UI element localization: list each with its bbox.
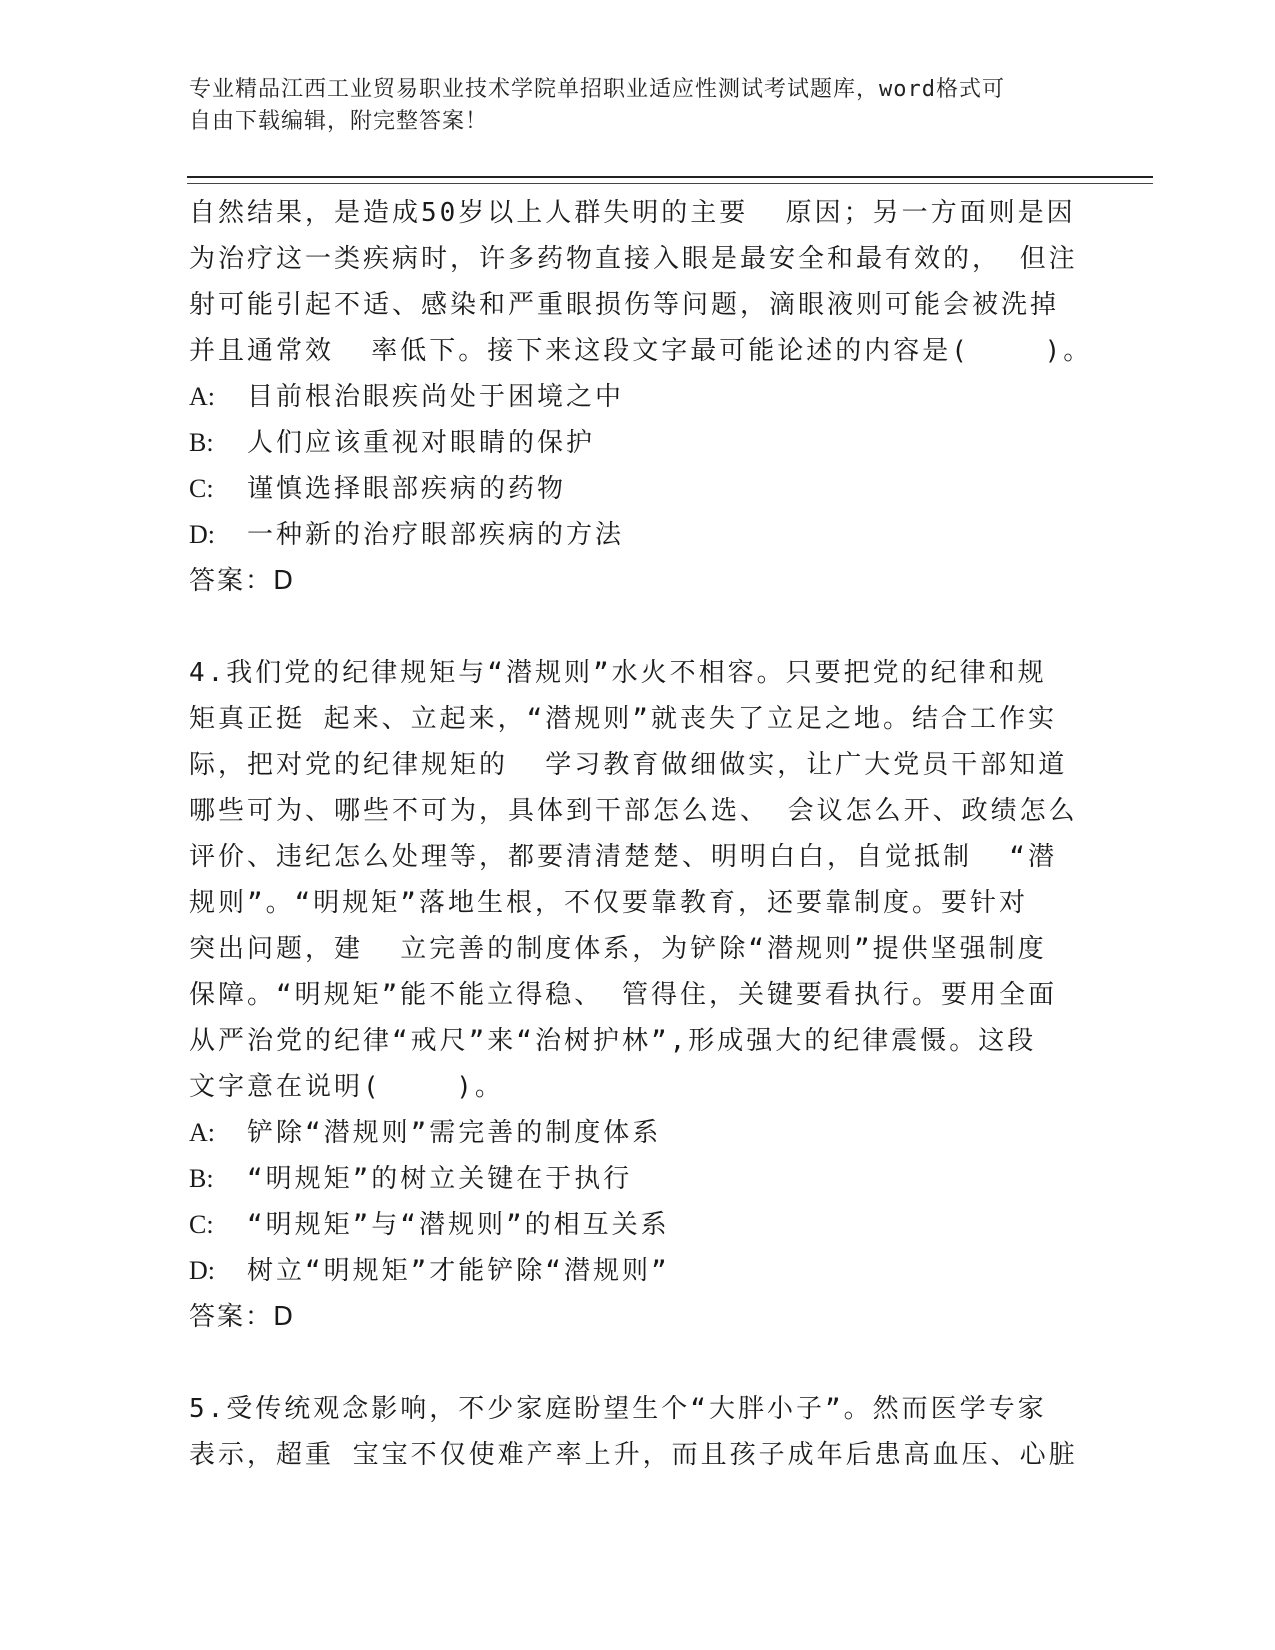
option-text: 人们应该重视对眼睛的保护 [247, 428, 596, 458]
question-stem-line: 规则”。“明规矩”落地生根，不仅要靠教育，还要靠制度。要针对 [189, 888, 1028, 918]
option-c [189, 466, 1129, 512]
question-spacer [189, 1340, 1129, 1386]
header-title-line-2: 自由下载编辑，附完整答案！ [189, 109, 489, 134]
question-stem-line: 突出问题，建 立完善的制度体系，为铲除“潜规则”提供坚强制度 [189, 934, 1047, 964]
option-a [189, 1110, 1129, 1156]
option-c [189, 1202, 1129, 1248]
question-4 [189, 650, 1129, 1340]
answer-line: 答案：D [189, 1302, 296, 1332]
question-stem-line: 评价、违纪怎么处理等，都要清清楚楚、明明白白，自觉抵制 “潜 [189, 842, 1057, 872]
option-text: 一种新的治疗眼部疾病的方法 [247, 520, 625, 550]
option-text: 铲除“潜规则”需完善的制度体系 [247, 1118, 662, 1148]
header-divider-thick [187, 176, 1153, 178]
option-letter: A: [189, 1118, 215, 1147]
option-d [189, 1248, 1129, 1294]
option-letter: C: [189, 474, 214, 503]
option-a [189, 374, 1129, 420]
question-stem-line: 自然结果，是造成50岁以上人群失明的主要 原因；另一方面则是因 [189, 198, 1076, 228]
page-header [189, 74, 1089, 138]
option-b [189, 1156, 1129, 1202]
question-stem-line: 表示，超重 宝宝不仅使难产率上升，而且孩子成年后患高血压、心脏 [189, 1440, 1078, 1470]
question-stem-line: 4.我们党的纪律规矩与“潜规则”水火不相容。只要把党的纪律和规 [189, 658, 1047, 688]
document-body [189, 190, 1129, 1478]
option-text: “明规矩”的树立关键在于执行 [247, 1164, 633, 1194]
option-text: “明规矩”与“潜规则”的相互关系 [247, 1210, 670, 1240]
question-5 [189, 1386, 1129, 1478]
option-d [189, 512, 1129, 558]
option-text: 树立“明规矩”才能铲除“潜规则” [247, 1256, 670, 1286]
question-stem-line: 从严治党的纪律“戒尺”来“治树护林”,形成强大的纪律震慑。这段 [189, 1026, 1037, 1056]
header-title-line-1: 专业精品江西工业贸易职业技术学院单招职业适应性测试考试题库，word格式可 [189, 77, 1005, 102]
question-3 [189, 190, 1129, 604]
question-stem-line: 文字意在说明( )。 [189, 1072, 504, 1102]
option-letter: A: [189, 382, 215, 411]
question-stem-line: 为治疗这一类疾病时，许多药物直接入眼是最安全和最有效的， 但注 [189, 244, 1078, 274]
answer-line: 答案：D [189, 566, 296, 596]
option-letter: C: [189, 1210, 214, 1239]
question-stem-line: 并且通常效 率低下。接下来这段文字最可能论述的内容是( )。 [189, 336, 1093, 366]
question-stem-line: 射可能引起不适、感染和严重眼损伤等问题，滴眼液则可能会被洗掉 [189, 290, 1060, 320]
option-text: 目前根治眼疾尚处于困境之中 [247, 382, 625, 412]
option-text: 谨慎选择眼部疾病的药物 [247, 474, 567, 504]
question-stem-line: 矩真正挺 起来、立起来，“潜规则”就丧失了立足之地。结合工作实 [189, 704, 1057, 734]
question-spacer [189, 604, 1129, 650]
option-letter: D: [189, 1256, 215, 1285]
header-divider-thin [187, 183, 1153, 184]
question-stem-line: 际，把对党的纪律规矩的 学习教育做细做实，让广大党员干部知道 [189, 750, 1068, 780]
question-stem-line: 哪些可为、哪些不可为，具体到干部怎么选、 会议怎么开、政绩怎么 [189, 796, 1078, 826]
option-letter: B: [189, 1164, 214, 1193]
option-letter: B: [189, 428, 214, 457]
question-stem-line: 5.受传统观念影响，不少家庭盼望生个“大胖小子”。然而医学专家 [189, 1394, 1047, 1424]
option-letter: D: [189, 520, 215, 549]
option-b [189, 420, 1129, 466]
question-stem-line: 保障。“明规矩”能不能立得稳、 管得住，关键要看执行。要用全面 [189, 980, 1057, 1010]
